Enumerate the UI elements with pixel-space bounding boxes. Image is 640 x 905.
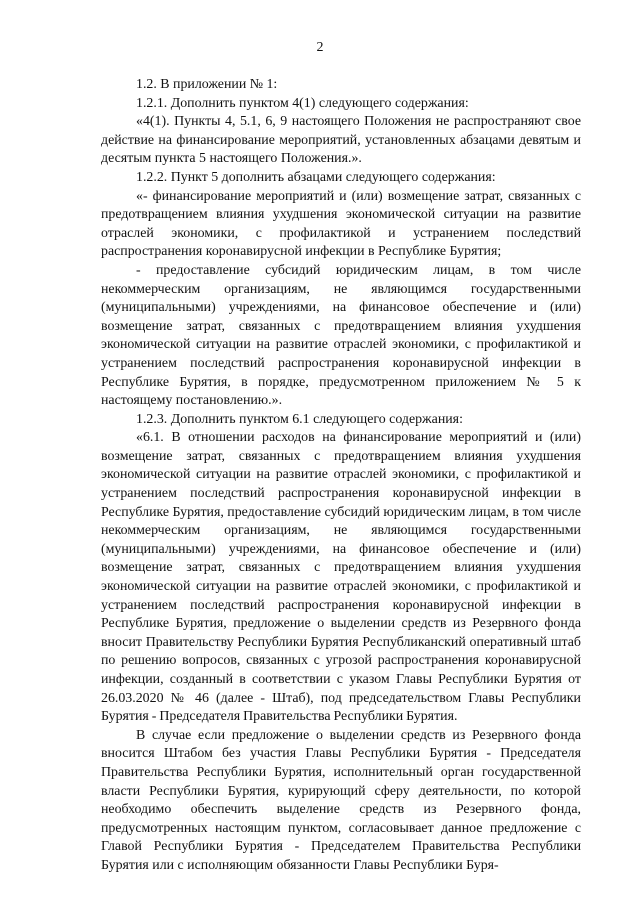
document-body [101, 76, 581, 876]
item-financing-text: «- финансирование мероприятий и (или) возмещение затрат, связанных с предотвращением влияния ухудшения экономической ситуации на развитие отраслей экономики, с профилактикой и устранением последствий распространения коронавирусной инфекции в Республике Бурятия; [101, 188, 581, 260]
section-1-2-heading: 1.2. В приложении № 1: [136, 77, 278, 92]
section-1-2-1-heading: 1.2.1. Дополнить пунктом 4(1) следующего содержания: [136, 95, 469, 111]
section-4-1-text: «4(1). Пункты 4, 5.1, 6, 9 настоящего Положения не распространяют свое действие на финансирование мероприятий, установленных абзацами девятым и десятым пункта 5 настоящего Положения.». [101, 114, 581, 167]
item-subsidies-text: - предоставление субсидий юридическим лицам, в том числе некоммерческим организациям, не являющимся государственными (муниципальными) учреждениями, на финансовое обеспечение и (или) возмещение затрат, связанных с предотвращением влияния ухудшения экономической ситуации на развитие отраслей экономики, с профилактикой и устранением последствий распространения коронавирусной инфекции в Республике Бурятия, в порядке, предусмотренном приложением № 5 к настоящему постановлению.». [101, 262, 581, 409]
reserve-fund-paragraph: В случае если предложение о выделении средств из Резервного фонда вносится Штабом без участия Главы Республики Бурятия - Председателя Правительства Республики Бурятия, исполнительный орган государственной власти Республики Бурятия, курирующий сферу деятельности, по которой необходимо обеспечить выделение средств из Резервного фонда, предусмотренных настоящим пунктом, согласовывает данное предложение с Главой Республики Бурятия - Председателем Правительства Республики Бурятия или с исполняющим обязанности Главы Республики Буря- [101, 727, 581, 873]
section-6-1-text: «6.1. В отношении расходов на финансирование мероприятий и (или) возмещение затрат, связанных с предотвращением влияния ухудшения экономической ситуации на развитие отраслей экономики, с профилактикой и устранением последствий распространения коронавирусной инфекции в Республике Бурятия, предоставление субсидий юридическим лицам, в том числе некоммерческим организациям, не являющимся государственными (муниципальными) учреждениями, на финансовое обеспечение и (или) возмещение затрат, связанных с предотвращением влияния ухудшения экономической ситуации на развитие отраслей экономики, с профилактикой и устранением последствий распространения коронавирусной инфекции в Республике Бурятия, предложение о выделении средств из Резервного фонда вносит Правительству Республики Бурятия Республиканский оперативный штаб по решению вопросов, связанных с угрозой распространения коронавирусной инфекции, созданный в соответствии с указом Главы Республики Бурятия от 26.03.2020 № 46 (далее - Штаб), под председательством Главы Республики Бурятия - Председателя Правительства Республики Бурятия. [101, 430, 581, 725]
page-number: 2 [316, 40, 324, 55]
section-1-2-2-heading: 1.2.2. Пункт 5 дополнить абзацами следующего содержания: [136, 169, 496, 185]
section-1-2-3-heading: 1.2.3. Дополнить пунктом 6.1 следующего содержания: [136, 411, 463, 427]
